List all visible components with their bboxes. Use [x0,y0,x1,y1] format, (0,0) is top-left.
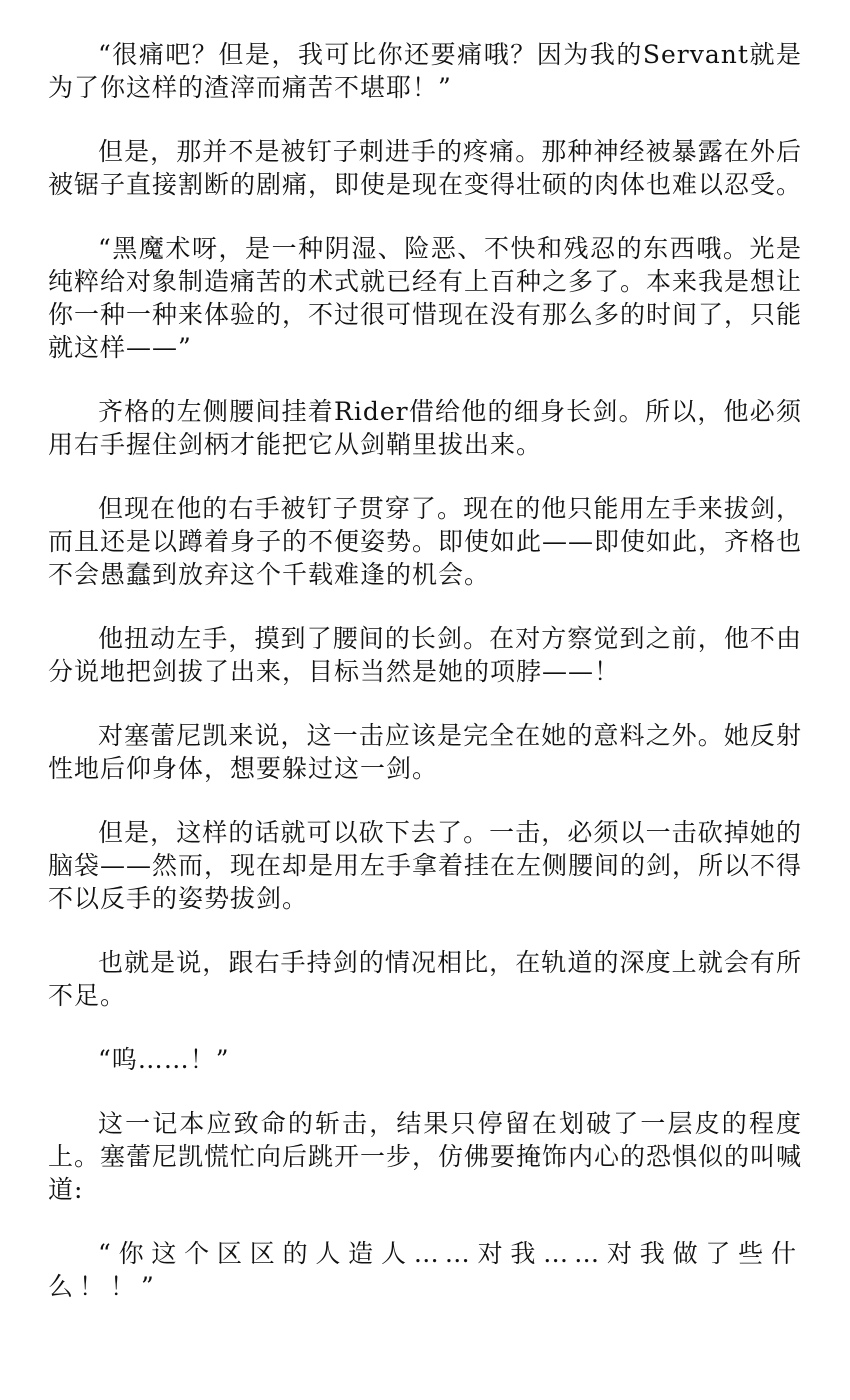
paragraph: 但是，那并不是被钉子刺进手的疼痛。那种神经被暴露在外后被锯子直接割断的剧痛，即使是现在变得壮硕的肉体也难以忍受。 [48,137,803,199]
paragraph: 他扭动左手，摸到了腰间的长剑。在对方察觉到之前，他不由分说地把剑拔了出来，目标当然是她的项脖——！ [48,624,802,686]
paragraph: “很痛吧？但是，我可比你还要痛哦？因为我的Servant就是为了你这样的渣滓而痛苦不堪耶！” [48,40,802,102]
paragraph: 这一记本应致命的斩击，结果只停留在划破了一层皮的程度上。塞蕾尼凯慌忙向后跳开一步，仿佛要掩饰内心的恐惧似的叫喊道: [48,1109,803,1204]
paragraph: 但现在他的右手被钉子贯穿了。现在的他只能用左手来拔剑，而且还是以蹲着身子的不便姿势。即使如此——即使如此，齐格也不会愚蠢到放弃这个千载难逢的机会。 [48,494,803,589]
paragraph: 齐格的左侧腰间挂着Rider借给他的细身长剑。所以，他必须用右手握住剑柄才能把它从剑鞘里拔出来。 [48,397,802,459]
paragraph: 对塞蕾尼凯来说，这一击应该是完全在她的意料之外。她反射性地后仰身体，想要躲过这一剑。 [48,721,802,783]
paragraph: “黑魔术呀，是一种阴湿、险恶、不快和残忍的东西哦。光是纯粹给对象制造痛苦的术式就已经有上百种之多了。本来我是想让你一种一种来体验的，不过很可惜现在没有那么多的时间了，只能就这样——” [48,234,803,362]
paragraph: 也就是说，跟右手持剑的情况相比，在轨道的深度上就会有所不足。 [48,948,802,1010]
paragraph: 但是，这样的话就可以砍下去了。一击，必须以一击砍掉她的脑袋——然而，现在却是用左手拿着挂在左侧腰间的剑，所以不得不以反手的姿势拔剑。 [48,818,803,913]
paragraph: “呜……！” [98,1045,230,1074]
paragraph: “你这个区区的人造人……对我……对我做了些什么！！” [48,1239,802,1301]
